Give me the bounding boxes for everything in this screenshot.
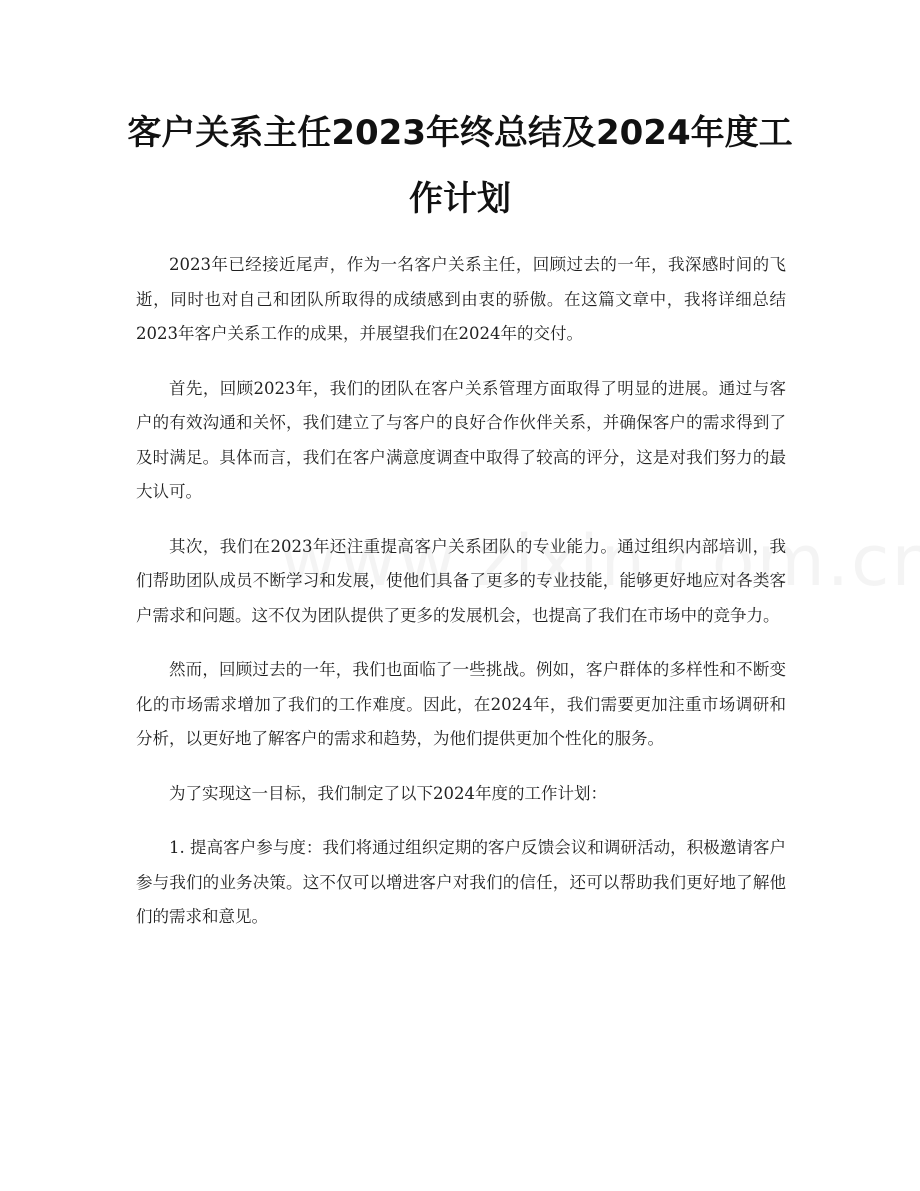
paragraph-review: 首先，回顾2023年，我们的团队在客户关系管理方面取得了明显的进展。通过与客户的有效沟通和关怀，我们建立了与客户的良好合作伙伴关系，并确保客户的需求得到了及时满足。具体而言，我们在客户满意度调查中取得了较高的评分，这是对我们努力的最大认可。 [136,378,786,501]
paragraph-challenges: 然而，回顾过去的一年，我们也面临了一些挑战。例如，客户群体的多样性和不断变化的市场需求增加了我们的工作难度。因此，在2024年，我们需要更加注重市场调研和分析，以更好地了解客户的需求和趋势，为他们提供更加个性化的服务。 [136,660,786,748]
document-title: 客户关系主任2023年终总结及2024年度工作计划 [127,113,793,219]
paragraph-intro: 2023年已经接近尾声，作为一名客户关系主任，回顾过去的一年，我深感时间的飞逝，同时也对自己和团队所取得的成绩感到由衷的骄傲。在这篇文章中，我将详细总结2023年客户关系工作的成果，并展望我们在2024年的交付。 [136,255,786,343]
paragraph-training: 其次，我们在2023年还注重提高客户关系团队的专业能力。通过组织内部培训，我们帮助团队成员不断学习和发展，使他们具备了更多的专业技能，能够更好地应对各类客户需求和问题。这不仅为团队提供了更多的发展机会，也提高了我们在市场中的竞争力。 [136,536,786,625]
paragraph-plan-item-1: 1. 提高客户参与度：我们将通过组织定期的客户反馈会议和调研活动，积极邀请客户参与我们的业务决策。这不仅可以增进客户对我们的信任，还可以帮助我们更好地了解他们的需求和意见。 [136,838,786,926]
paragraph-plan-intro: 为了实现这一目标，我们制定了以下2024年度的工作计划： [169,783,607,803]
document-body [136,248,786,955]
